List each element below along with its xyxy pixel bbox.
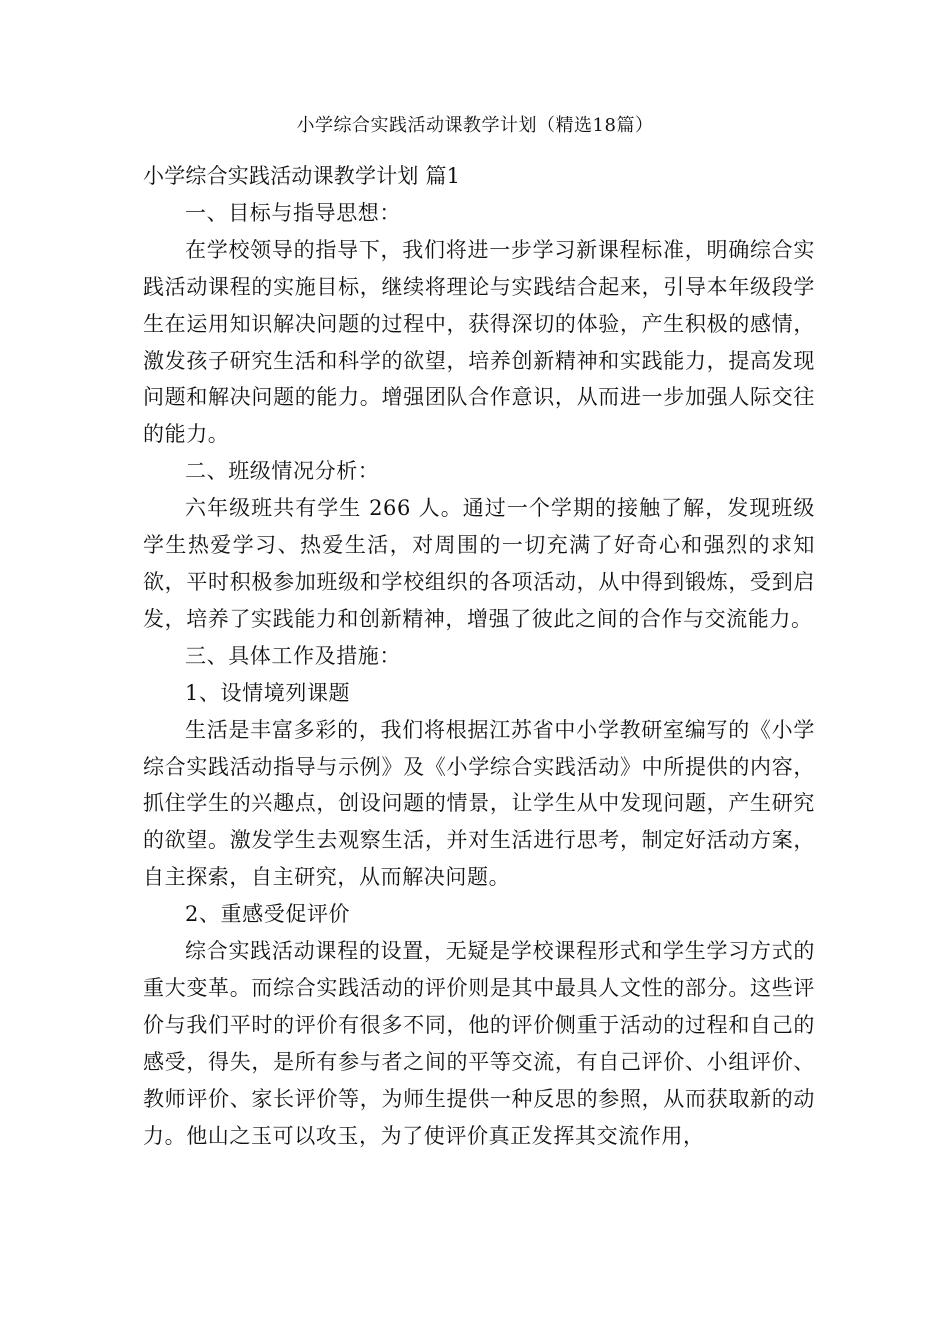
document-body [143, 158, 815, 1154]
paragraph-class-analysis: 六年级班共有学生 266 人。通过一个学期的接触了解，发现班级学生热爱学习、热爱生活，对周围的一切充满了好奇心和强烈的求知欲，平时积极参加班级和学校组织的各项活动，从中得到锻炼，受到启发，培养了实践能力和创新精神，增强了彼此之间的合作与交流能力。 [143, 496, 815, 631]
paragraph-evaluation: 综合实践活动课程的设置，无疑是学校课程形式和学生学习方式的重大变革。而综合实践活动的评价则是其中最具人文性的部分。这些评价与我们平时的评价有很多不同，他的评价侧重于活动的过程和自己的感受，得失，是所有参与者之间的平等交流，有自己评价、小组评价、教师评价、家长评价等，为师生提供一种反思的参照，从而获取新的动力。他山之玉可以攻玉，为了使评价真正发挥其交流作用， [143, 939, 815, 1148]
heading-class-analysis: 二、班级情况分析： [185, 459, 380, 484]
subheading-topics: 1、设情境列课题 [185, 680, 351, 705]
subheading-evaluation: 2、重感受促评价 [185, 902, 351, 927]
section-heading: 小学综合实践活动课教学计划 篇1 [143, 164, 461, 188]
heading-measures: 三、具体工作及措施： [185, 643, 401, 668]
document-title: 小学综合实践活动课教学计划（精选18篇） [296, 115, 654, 136]
paragraph-topics: 生活是丰富多彩的，我们将根据江苏省中小学教研室编写的《小学综合实践活动指导与示例》及《小学综合实践活动》中所提供的内容，抓住学生的兴趣点，创设问题的情景，让学生从中发现问题，产生研究的欲望。激发学生去观察生活，并对生活进行思考，制定好活动方案，自主探索，自主研究，从而解决问题。 [143, 717, 815, 890]
heading-goals: 一、目标与指导思想： [185, 200, 401, 225]
paragraph-goals: 在学校领导的指导下，我们将进一步学习新课程标准，明确综合实践活动课程的实施目标，继续将理论与实践结合起来，引导本年级段学生在运用知识解决问题的过程中，获得深切的体验，产生积极的感情，激发孩子研究生活和科学的欲望，培养创新精神和实践能力，提高发现问题和解决问题的能力。增强团队合作意识，从而进一步加强人际交往的能力。 [143, 237, 815, 447]
